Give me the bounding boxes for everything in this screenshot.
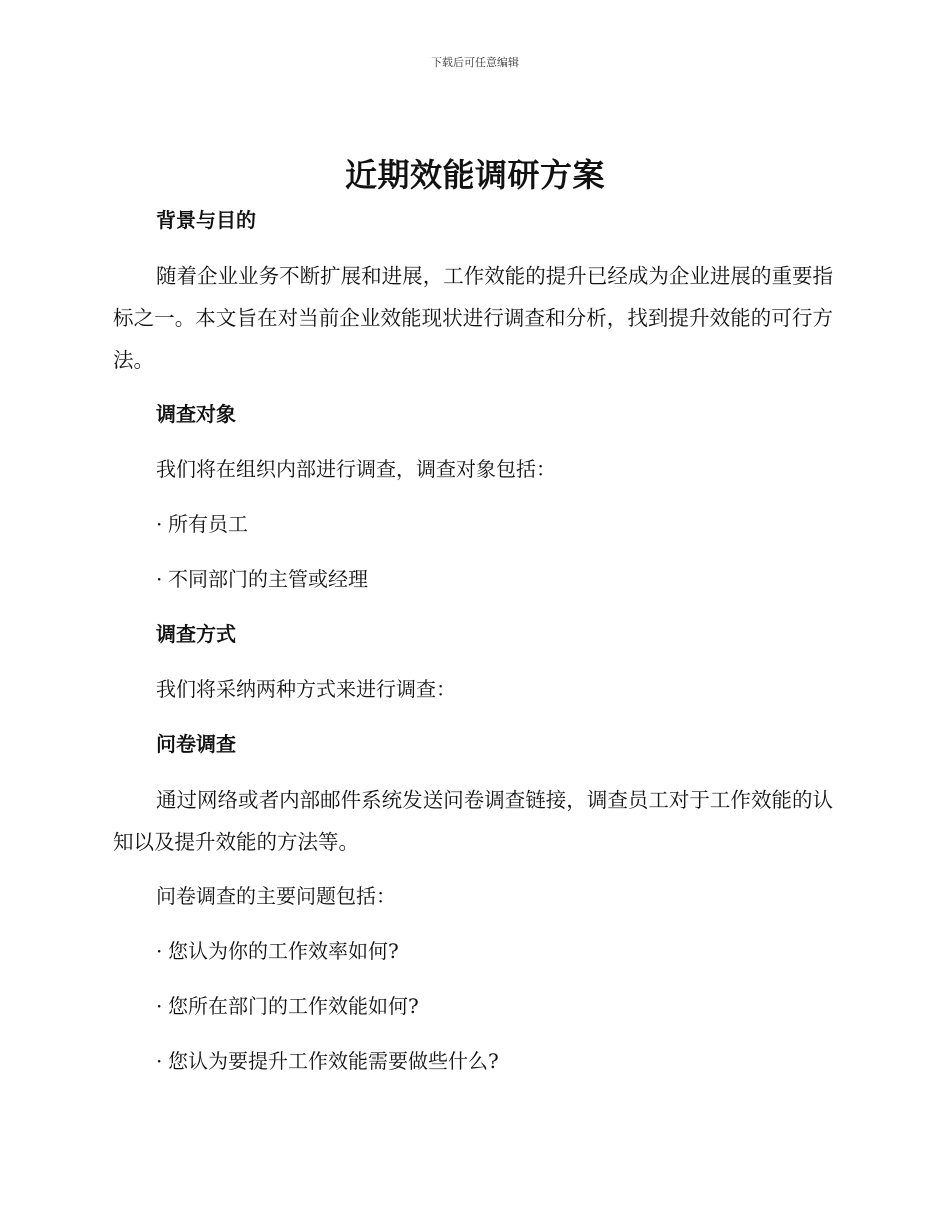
list-item: [113, 986, 833, 1026]
method-intro: 我们将采纳两种方式来进行调查：: [156, 677, 456, 701]
section-heading-background: 背景与目的: [156, 208, 256, 232]
bullet-icon: ·: [156, 1049, 163, 1073]
document-body: [113, 200, 833, 1096]
list-item-text: 不同部门的主管或经理: [168, 567, 368, 591]
section-heading-questionnaire: 问卷调查: [156, 732, 236, 756]
bullet-icon: ·: [156, 512, 163, 536]
document-title: 近期效能调研方案: [344, 156, 605, 194]
questions-intro: 问卷调查的主要问题包括：: [156, 884, 396, 908]
list-item: [113, 504, 833, 544]
questionnaire-paragraph: 通过网络或者内部邮件系统发送问卷调查链接，调查员工对于工作效能的认知以及提升效能的方法等。: [113, 788, 833, 854]
background-paragraph: 随着企业业务不断扩展和进展，工作效能的提升已经成为企业进展的重要指标之一。本文旨在对当前企业效能现状进行调查和分析，找到提升效能的可行方法。: [113, 264, 833, 372]
list-item: [113, 559, 833, 599]
section-heading-subjects: 调查对象: [156, 402, 236, 426]
subjects-intro: 我们将在组织内部进行调查，调查对象包括：: [156, 457, 556, 481]
section-heading-method: 调查方式: [156, 622, 236, 646]
bullet-icon: ·: [156, 567, 163, 591]
list-item-text: 您认为要提升工作效能需要做些什么?: [168, 1049, 499, 1073]
bullet-icon: ·: [156, 994, 163, 1018]
list-item-text: 您所在部门的工作效能如何?: [168, 994, 419, 1018]
page-header-note: 下载后可任意编辑: [431, 56, 519, 69]
list-item-text: 所有员工: [168, 512, 248, 536]
list-item: [113, 931, 833, 971]
list-item: [113, 1041, 833, 1081]
bullet-icon: ·: [156, 939, 163, 963]
list-item-text: 您认为你的工作效率如何?: [168, 939, 399, 963]
